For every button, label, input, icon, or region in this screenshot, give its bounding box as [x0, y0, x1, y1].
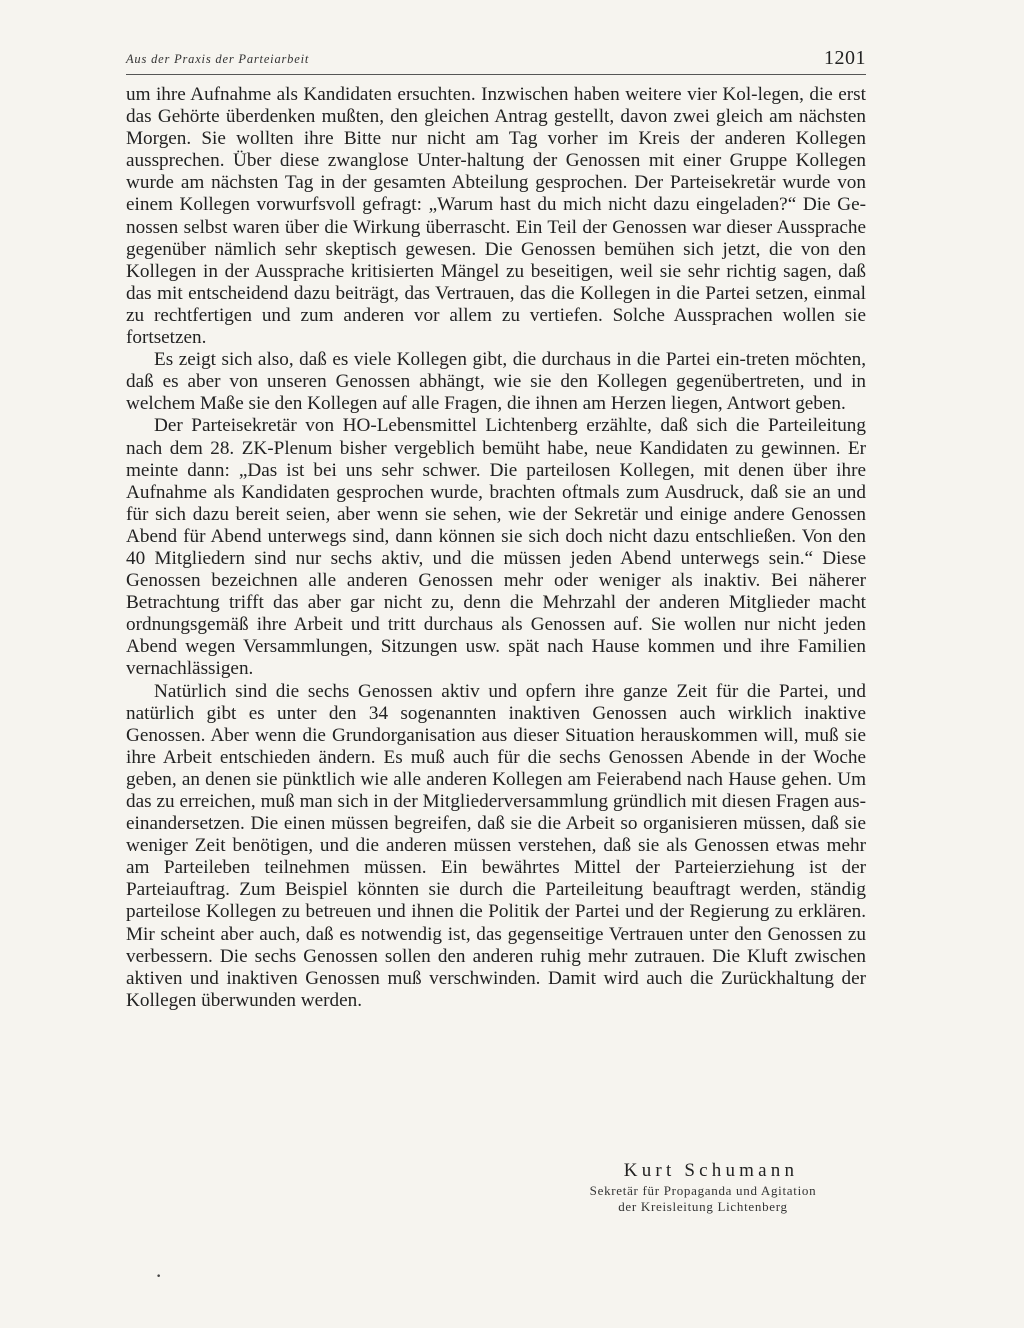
author-signature [540, 1159, 866, 1215]
running-head [126, 47, 866, 74]
paragraph-4: Natürlich sind die sechs Genossen aktiv und opfern ihre ganze Zeit für die Partei, und natürlich gibt es unter den 34 sogenannten inaktiven Genossen auch wirklich inaktive Genossen. Aber wenn die Grundorganisation aus dieser Situation herauskommen will, muß sie ihre Arbeit entschieden ändern. Es muß auch für die sechs Genossen Abende in der Woche geben, an denen sie pünktlich wie alle anderen Kollegen am Feierabend nach Hause gehen. Um das zu erreichen, muß man sich in der Mitgliederversammlung gründlich mit diesen Fragen aus-einandersetzen. Die einen müssen begreifen, daß sie die Arbeit so organisieren müssen, daß sie weniger Zeit benötigen, und die anderen müssen verstehen, daß sie als Genossen etwas mehr am Parteileben teilnehmen müssen. Ein bewährtes Mittel der Parteierziehung ist der Parteiauftrag. Zum Beispiel könnten sie durch die Parteileitung beauftragt werden, ständig parteilose Kollegen zu betreuen und ihnen die Politik der Partei und der Regierung zu erklären. Mir scheint aber auch, daß es notwendig ist, das gegenseitige Vertrauen unter den Genossen zu verbessern. Die sechs Genossen sollen den anderen ruhig mehr zutrauen. Die Kluft zwischen aktiven und inaktiven Genossen muß verschwinden. Damit wird auch die Zurückhaltung der Kollegen überwunden werden. [126, 680, 866, 1011]
article-body [126, 84, 866, 1012]
header-rule [126, 74, 866, 75]
author-name: Kurt Schumann [623, 1160, 799, 1181]
author-role-line-1: Sekretär für Propaganda und Agitation [589, 1183, 817, 1198]
page-number: 1201 [824, 47, 866, 69]
paragraph-2: Es zeigt sich also, daß es viele Kollegen gibt, die durchaus in die Partei ein-treten möchten, daß es aber von unseren Genossen abhängt, wie sie den Kollegen gegenübertreten, und in welchem Maße sie den Kollegen auf alle Fragen, die ihnen am Herzen liegen, Antwort geben. [126, 349, 866, 415]
author-role-line-2: der Kreisleitung Lichtenberg [618, 1199, 788, 1214]
paragraph-1: um ihre Aufnahme als Kandidaten ersuchten. Inzwischen haben weitere vier Kol-legen, die erst das Gehörte überdenken mußten, den gleichen Antrag gestellt, davon zwei gleich am nächsten Morgen. Sie wollten ihre Bitte nur nicht am Tag vorher im Kreis der anderen Kollegen aussprechen. Über diese zwanglose Unter-haltung der Genossen mit einer Gruppe Kollegen wurde am nächsten Tag in der gesamten Abteilung gesprochen. Der Parteisekretär wurde von einem Kollegen vorwurfsvoll gefragt: „Warum hast du mich nicht dazu eingeladen?“ Die Ge-nossen selbst waren über die Wirkung überrascht. Ein Teil der Genossen war dieser Aussprache gegenüber nämlich sehr skeptisch gewesen. Die Genossen bemühen sich jetzt, die von den Kollegen in der Aussprache kritisierten Mängel zu beseitigen, weil sie sehr richtig sagen, daß das mit entscheidend dazu beiträgt, das Vertrauen, das die Kollegen in die Partei setzen, einmal zu rechtfertigen und zum anderen vor allem zu vertiefen. Solche Aussprachen wollen sie fortsetzen. [126, 84, 866, 349]
paragraph-3: Der Parteisekretär von HO-Lebensmittel Lichtenberg erzählte, daß sich die Parteileitung nach dem 28. ZK-Plenum bisher vergeblich bemüht habe, neue Kandidaten zu gewinnen. Er meinte dann: „Das ist bei uns sehr schwer. Die parteilosen Kollegen, mit denen über ihre Aufnahme als Kandidaten gesprochen wurde, brachten oftmals zum Ausdruck, daß sie an und für sich dazu bereit seien, aber wenn sie sehen, wie der Sekretär und einige andere Genossen Abend für Abend unterwegs sind, dann können sie sich doch nicht dazu entschließen. Von den 40 Mitgliedern sind nur sechs aktiv, und die müssen jeden Abend unterwegs sein.“ Diese Genossen bezeichnen alle anderen Genossen mehr oder weniger als inaktiv. Bei näherer Betrachtung trifft das aber gar nicht zu, denn die Mehrzahl der anderen Mitglieder macht ordnungsgemäß ihre Arbeit und tritt durchaus als Genossen auf. Sie wollen nur nicht jeden Abend wegen Versammlungen, Sitzungen usw. spät nach Hause kommen und ihre Familien vernachlässigen. [126, 415, 866, 680]
running-head-title: Aus der Praxis der Parteiarbeit [126, 52, 310, 66]
print-speck: • [156, 1272, 162, 1282]
